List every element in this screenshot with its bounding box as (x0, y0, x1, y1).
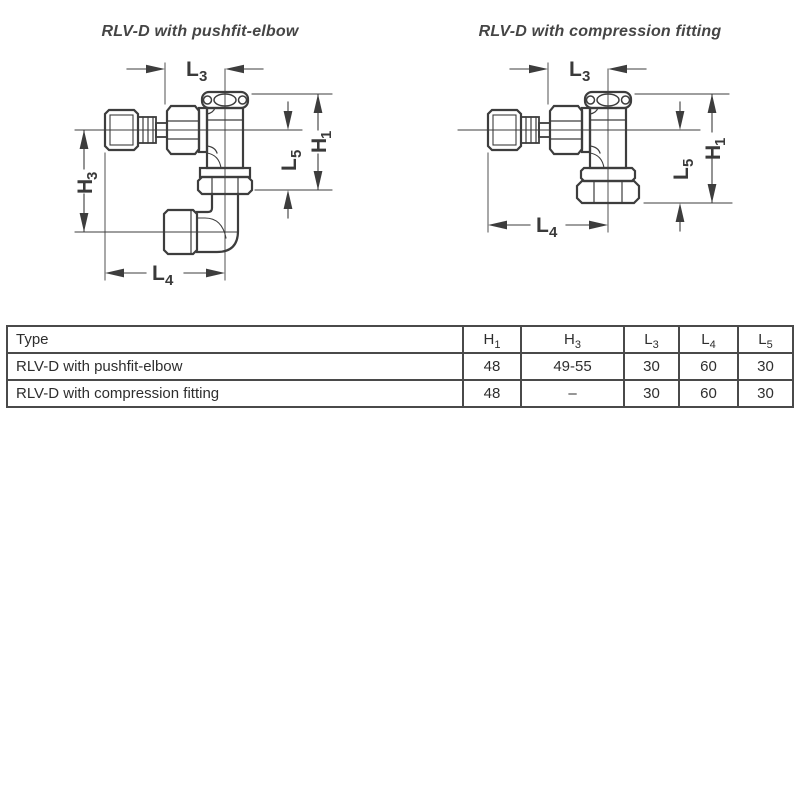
col-header-h1-sub: 1 (494, 339, 501, 351)
diagram-title-compression: RLV-D with compression fitting (478, 23, 722, 40)
col-header-l3 (624, 326, 679, 353)
col-header-l3-main: L (644, 331, 653, 348)
dim-label-l4-sub-1: 4 (165, 272, 174, 289)
dim-h1-2 (702, 94, 729, 203)
cell-type-1: RLV-D with pushfit-elbow (7, 353, 463, 380)
col-header-h1-main: H (483, 331, 495, 348)
dim-label-l3-1: L (186, 58, 199, 81)
dim-label-h3-1: H (74, 178, 97, 194)
dim-label-h1-2: H (702, 144, 725, 160)
dim-l4-2 (488, 214, 608, 241)
dim-h1-1 (308, 94, 335, 190)
col-header-l5-main: L (758, 331, 767, 348)
col-header-h3-sub: 3 (574, 339, 581, 351)
dim-l3-2 (510, 58, 646, 85)
col-header-l4-main: L (701, 331, 710, 348)
col-header-l3-sub: 3 (652, 339, 659, 351)
valve-drawing-compression (458, 58, 732, 241)
dim-l5-2 (670, 102, 697, 231)
dim-l5-1 (278, 102, 305, 218)
dim-label-l3-sub-1: 3 (199, 68, 208, 85)
dim-label-l5-1: L (278, 158, 301, 171)
dim-label-l3-sub-2: 3 (582, 68, 591, 85)
cell-h1-2: 48 (463, 380, 521, 407)
cell-l4-2: 60 (679, 380, 738, 407)
dim-label-h1-sub-1: 1 (318, 130, 335, 139)
dim-label-l4-2: L (536, 214, 549, 237)
col-header-h3-main: H (564, 331, 575, 348)
dim-l3-1 (127, 58, 263, 85)
cell-l3-1: 30 (624, 353, 679, 380)
dim-l4-1 (105, 262, 225, 289)
dim-label-l5-2: L (670, 167, 693, 180)
cell-h1-1: 48 (463, 353, 521, 380)
dim-label-h3-sub-1: 3 (84, 171, 101, 180)
diagram-title-pushfit: RLV-D with pushfit-elbow (101, 23, 299, 40)
dim-label-l5-sub-1: 5 (288, 149, 305, 158)
col-header-h3 (521, 326, 624, 353)
col-header-h1 (463, 326, 521, 353)
cell-l3-2: 30 (624, 380, 679, 407)
col-header-l4-sub: 4 (709, 339, 716, 351)
col-header-l5-sub: 5 (766, 339, 773, 351)
table-row-pushfit (7, 353, 793, 380)
dim-label-l4-1: L (152, 262, 165, 285)
dim-h3-1 (74, 130, 101, 232)
valve-drawing-pushfit (74, 58, 335, 289)
col-header-type: Type (7, 326, 463, 353)
col-header-l5 (738, 326, 793, 353)
col-header-l4 (679, 326, 738, 353)
cell-type-2: RLV-D with compression fitting (7, 380, 463, 407)
dim-label-l5-sub-2: 5 (680, 158, 697, 167)
dim-label-h1-sub-2: 1 (712, 137, 729, 146)
spec-table (6, 325, 794, 408)
pushfit-elbow-1 (164, 194, 238, 254)
cell-h3-2: – (521, 380, 624, 407)
table-header-row (7, 326, 793, 353)
cell-l5-1: 30 (738, 353, 793, 380)
cell-h3-1: 49-55 (521, 353, 624, 380)
cell-l4-1: 60 (679, 353, 738, 380)
dim-label-h1-1: H (308, 137, 331, 153)
technical-drawings (0, 0, 800, 320)
dim-label-l3-2: L (569, 58, 582, 81)
cell-l5-2: 30 (738, 380, 793, 407)
table-row-compression (7, 380, 793, 407)
dim-label-l4-sub-2: 4 (549, 224, 558, 241)
